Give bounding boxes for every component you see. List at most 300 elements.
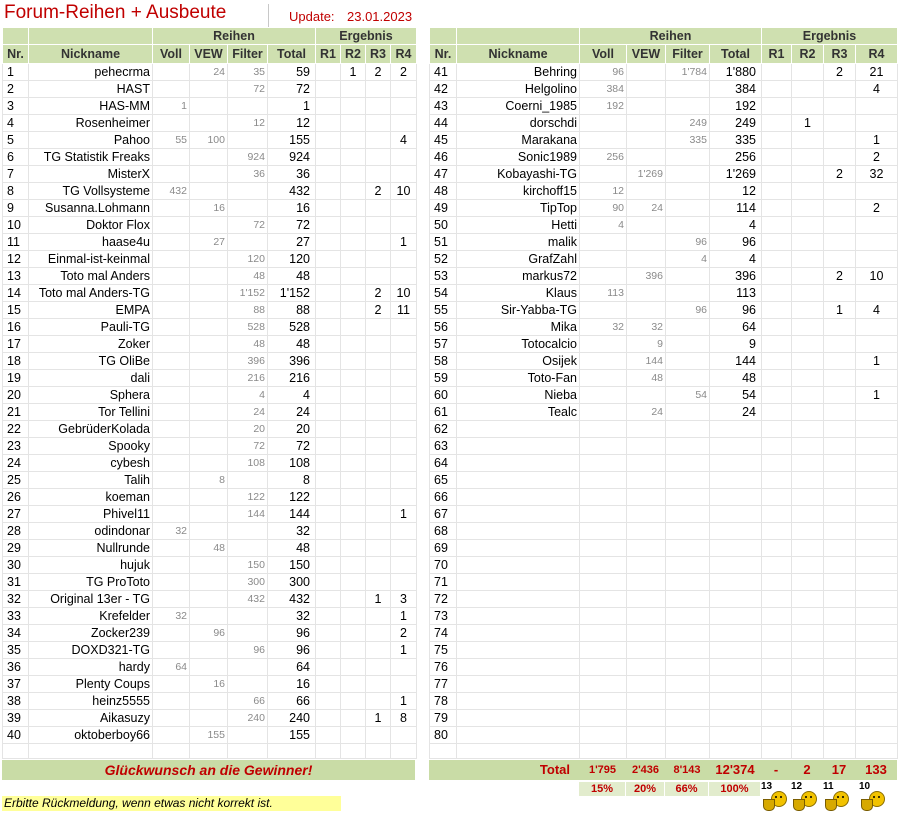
cell-r1 bbox=[762, 234, 792, 251]
cell-nr: 17 bbox=[3, 336, 29, 353]
cell-nr: 27 bbox=[3, 506, 29, 523]
cell-nr: 72 bbox=[430, 591, 457, 608]
cell-r2 bbox=[341, 540, 366, 557]
table-row bbox=[430, 217, 898, 234]
cell-voll bbox=[153, 336, 190, 353]
cell-vew: 48 bbox=[190, 540, 228, 557]
cell-voll bbox=[580, 693, 627, 710]
cell-filter: 4 bbox=[228, 387, 268, 404]
cell-vew bbox=[627, 81, 666, 98]
cell-vew bbox=[190, 659, 228, 676]
table-row bbox=[430, 404, 898, 421]
feedback-note: Erbitte Rückmeldung, wenn etwas nicht korrekt ist. bbox=[2, 796, 341, 811]
table-row bbox=[3, 353, 417, 370]
total-total: 12'374 bbox=[715, 762, 755, 777]
table-row bbox=[430, 132, 898, 149]
cell-total: 66 bbox=[268, 693, 316, 710]
cell-filter: 24 bbox=[228, 404, 268, 421]
cell-voll bbox=[580, 659, 627, 676]
table-row bbox=[430, 676, 898, 693]
cell-filter: 1'152 bbox=[228, 285, 268, 302]
cell-vew bbox=[627, 98, 666, 115]
cell-voll bbox=[153, 217, 190, 234]
cell-vew bbox=[190, 693, 228, 710]
cell-r1 bbox=[316, 98, 341, 115]
cell-total: 240 bbox=[268, 710, 316, 727]
cell-r2 bbox=[792, 676, 824, 693]
table-row bbox=[3, 268, 417, 285]
cell-r1 bbox=[762, 166, 792, 183]
cell-r4 bbox=[391, 659, 417, 676]
cell-voll bbox=[153, 455, 190, 472]
percent-filter: 66% bbox=[665, 782, 708, 796]
cell-r3: 1 bbox=[366, 591, 391, 608]
cell-nick bbox=[457, 591, 580, 608]
header-ergebnis: Ergebnis bbox=[316, 28, 417, 45]
cell-nick: Klaus bbox=[457, 285, 580, 302]
cell-filter bbox=[228, 676, 268, 693]
cell-r2 bbox=[792, 336, 824, 353]
cell-r1 bbox=[316, 268, 341, 285]
cell-r4 bbox=[856, 183, 898, 200]
cell-vew bbox=[627, 608, 666, 625]
table-row bbox=[3, 591, 417, 608]
header-nr: Nr. bbox=[3, 45, 29, 64]
cell-vew: 396 bbox=[627, 268, 666, 285]
cell-nr: 28 bbox=[3, 523, 29, 540]
winner-11-icon bbox=[823, 781, 853, 813]
table-row bbox=[430, 115, 898, 132]
table-row bbox=[3, 472, 417, 489]
cell-total: 113 bbox=[710, 285, 762, 302]
cell-filter: 335 bbox=[666, 132, 710, 149]
header-total: Total bbox=[268, 45, 316, 64]
cell-filter bbox=[228, 472, 268, 489]
cell-r1 bbox=[762, 421, 792, 438]
table-row bbox=[3, 115, 417, 132]
cell-r2 bbox=[341, 387, 366, 404]
cell-voll bbox=[153, 404, 190, 421]
cell-total: 12 bbox=[268, 115, 316, 132]
cell-nick: markus72 bbox=[457, 268, 580, 285]
cell-vew bbox=[190, 183, 228, 200]
cell-r1 bbox=[762, 64, 792, 81]
cell-nr: 69 bbox=[430, 540, 457, 557]
cell-total bbox=[710, 625, 762, 642]
table-row bbox=[430, 353, 898, 370]
cell-r4 bbox=[856, 693, 898, 710]
cell-r4 bbox=[391, 370, 417, 387]
winner-13-icon bbox=[761, 781, 791, 813]
cell-r3 bbox=[366, 693, 391, 710]
cell-nr: 38 bbox=[3, 693, 29, 710]
cell-nick bbox=[457, 693, 580, 710]
table-row bbox=[430, 421, 898, 438]
cell-nick: Hetti bbox=[457, 217, 580, 234]
cell-r3 bbox=[824, 438, 856, 455]
cell-total: 528 bbox=[268, 319, 316, 336]
header-r4: R4 bbox=[856, 45, 898, 64]
cell-r2 bbox=[792, 591, 824, 608]
cell-total: 192 bbox=[710, 98, 762, 115]
cell-r2 bbox=[792, 302, 824, 319]
cell-nick: Behring bbox=[457, 64, 580, 81]
table-row bbox=[430, 710, 898, 727]
badge-label: 11 bbox=[823, 781, 834, 792]
cell-filter bbox=[228, 659, 268, 676]
cell-r1 bbox=[316, 710, 341, 727]
cell-nr: 29 bbox=[3, 540, 29, 557]
total-vew: 2'436 bbox=[631, 764, 660, 776]
cell-filter: 72 bbox=[228, 81, 268, 98]
cell-vew: 48 bbox=[627, 370, 666, 387]
cell-nr: 52 bbox=[430, 251, 457, 268]
cell-nick: Doktor Flox bbox=[29, 217, 153, 234]
cell-vew bbox=[627, 710, 666, 727]
cell-r2 bbox=[341, 608, 366, 625]
cell-r3 bbox=[824, 353, 856, 370]
cell-r1 bbox=[316, 370, 341, 387]
page-title: Forum-Reihen + Ausbeute bbox=[4, 2, 227, 23]
cell-nick: Spooky bbox=[29, 438, 153, 455]
cell-r1 bbox=[316, 64, 341, 81]
cell-vew bbox=[190, 268, 228, 285]
table-row bbox=[3, 540, 417, 557]
cell-nick: Pahoo bbox=[29, 132, 153, 149]
table-row bbox=[3, 132, 417, 149]
cell-r4 bbox=[391, 200, 417, 217]
cell-nr: 9 bbox=[3, 200, 29, 217]
cell-r3 bbox=[366, 421, 391, 438]
table-row bbox=[3, 676, 417, 693]
cell-r2: 1 bbox=[792, 115, 824, 132]
cell-r1 bbox=[316, 591, 341, 608]
cell-nr: 73 bbox=[430, 608, 457, 625]
cell-r1 bbox=[316, 353, 341, 370]
cell-nick: TipTop bbox=[457, 200, 580, 217]
cell-r2 bbox=[341, 421, 366, 438]
cell-r3 bbox=[366, 540, 391, 557]
cell-r2 bbox=[341, 234, 366, 251]
cell-r4: 10 bbox=[856, 268, 898, 285]
cell-r1 bbox=[762, 659, 792, 676]
cell-voll bbox=[580, 353, 627, 370]
cell-vew bbox=[627, 217, 666, 234]
cell-total: 144 bbox=[268, 506, 316, 523]
cell-vew bbox=[190, 608, 228, 625]
cell-nick bbox=[457, 608, 580, 625]
cell-r4: 1 bbox=[391, 234, 417, 251]
cell-vew bbox=[190, 302, 228, 319]
cell-voll bbox=[153, 540, 190, 557]
cell-total: 150 bbox=[268, 557, 316, 574]
cell-r2 bbox=[341, 166, 366, 183]
cell-vew bbox=[190, 642, 228, 659]
cell-filter: 122 bbox=[228, 489, 268, 506]
cell-total: 32 bbox=[268, 608, 316, 625]
cell-voll bbox=[580, 727, 627, 744]
cell-voll bbox=[153, 557, 190, 574]
cell-r4 bbox=[391, 540, 417, 557]
cell-r4 bbox=[856, 319, 898, 336]
cell-vew: 155 bbox=[190, 727, 228, 744]
cell-r2 bbox=[792, 710, 824, 727]
cell-r3: 1 bbox=[366, 710, 391, 727]
cell-nr: 8 bbox=[3, 183, 29, 200]
table-row bbox=[3, 81, 417, 98]
cell-voll bbox=[580, 115, 627, 132]
cell-vew: 16 bbox=[190, 200, 228, 217]
cell-r2 bbox=[792, 183, 824, 200]
cell-r3 bbox=[824, 727, 856, 744]
table-row bbox=[3, 302, 417, 319]
cell-voll bbox=[153, 319, 190, 336]
cell-r1 bbox=[762, 540, 792, 557]
cell-r1 bbox=[762, 200, 792, 217]
cell-r3 bbox=[366, 234, 391, 251]
cell-r3 bbox=[824, 557, 856, 574]
cell-r2 bbox=[792, 98, 824, 115]
cell-voll bbox=[580, 370, 627, 387]
cell-nr: 76 bbox=[430, 659, 457, 676]
cell-voll bbox=[153, 353, 190, 370]
cell-vew bbox=[627, 523, 666, 540]
cell-nick: dorschdi bbox=[457, 115, 580, 132]
cell-r2 bbox=[792, 81, 824, 98]
cell-nick: Einmal-ist-keinmal bbox=[29, 251, 153, 268]
cell-voll bbox=[580, 251, 627, 268]
cell-total: 16 bbox=[268, 676, 316, 693]
cell-filter bbox=[666, 285, 710, 302]
cell-vew bbox=[190, 149, 228, 166]
cell-voll bbox=[153, 591, 190, 608]
table-row bbox=[430, 523, 898, 540]
cell-filter bbox=[666, 81, 710, 98]
cell-nr: 21 bbox=[3, 404, 29, 421]
cell-r2 bbox=[341, 132, 366, 149]
table-row bbox=[430, 574, 898, 591]
cell-total: 256 bbox=[710, 149, 762, 166]
cell-total: 335 bbox=[710, 132, 762, 149]
cell-vew bbox=[190, 251, 228, 268]
cell-r3 bbox=[824, 523, 856, 540]
cell-r3: 2 bbox=[366, 183, 391, 200]
cell-nr: 26 bbox=[3, 489, 29, 506]
cell-vew bbox=[627, 251, 666, 268]
cell-r1 bbox=[316, 132, 341, 149]
cell-r1 bbox=[762, 591, 792, 608]
cell-total bbox=[710, 710, 762, 727]
header-r3: R3 bbox=[824, 45, 856, 64]
cell-r1 bbox=[762, 319, 792, 336]
cell-vew: 24 bbox=[627, 200, 666, 217]
cell-r2 bbox=[792, 404, 824, 421]
cell-r3 bbox=[366, 472, 391, 489]
cell-r3 bbox=[824, 455, 856, 472]
cell-r3 bbox=[824, 285, 856, 302]
cell-filter bbox=[228, 523, 268, 540]
cell-total: 72 bbox=[268, 217, 316, 234]
cell-filter bbox=[666, 574, 710, 591]
cell-total: 24 bbox=[268, 404, 316, 421]
cell-r4 bbox=[391, 115, 417, 132]
cell-nick: heinz5555 bbox=[29, 693, 153, 710]
cell-voll: 1 bbox=[153, 98, 190, 115]
cell-r2 bbox=[341, 98, 366, 115]
cell-r2 bbox=[792, 489, 824, 506]
cell-r2 bbox=[341, 268, 366, 285]
cell-nr: 63 bbox=[430, 438, 457, 455]
cell-nick bbox=[457, 489, 580, 506]
table-row bbox=[430, 489, 898, 506]
cell-r2 bbox=[792, 659, 824, 676]
cell-nick: TG Vollsysteme bbox=[29, 183, 153, 200]
cell-voll bbox=[580, 608, 627, 625]
cell-total bbox=[710, 506, 762, 523]
update-date: 23.01.2023 bbox=[347, 9, 413, 24]
cell-total: 20 bbox=[268, 421, 316, 438]
cell-filter bbox=[666, 489, 710, 506]
cell-total bbox=[710, 438, 762, 455]
cell-nr: 16 bbox=[3, 319, 29, 336]
cell-nr: 19 bbox=[3, 370, 29, 387]
cell-r4: 8 bbox=[391, 710, 417, 727]
cell-r2 bbox=[341, 404, 366, 421]
cell-nick: malik bbox=[457, 234, 580, 251]
cell-filter: 36 bbox=[228, 166, 268, 183]
cell-filter bbox=[666, 591, 710, 608]
cell-r1 bbox=[316, 489, 341, 506]
cell-r2 bbox=[792, 234, 824, 251]
cell-nr: 43 bbox=[430, 98, 457, 115]
cell-r3 bbox=[824, 387, 856, 404]
header-r3: R3 bbox=[366, 45, 391, 64]
cell-r4: 21 bbox=[856, 64, 898, 81]
cell-voll bbox=[153, 302, 190, 319]
cell-nick: haase4u bbox=[29, 234, 153, 251]
cell-nick: koeman bbox=[29, 489, 153, 506]
cell-nick: Pauli-TG bbox=[29, 319, 153, 336]
cell-voll bbox=[153, 676, 190, 693]
cell-filter bbox=[666, 353, 710, 370]
cell-r2 bbox=[341, 574, 366, 591]
table-row bbox=[3, 251, 417, 268]
cell-filter bbox=[666, 98, 710, 115]
cell-vew: 96 bbox=[190, 625, 228, 642]
table-row bbox=[3, 64, 417, 81]
cell-voll bbox=[580, 166, 627, 183]
cell-r4 bbox=[856, 676, 898, 693]
percent-vew: 20% bbox=[626, 782, 664, 796]
cell-r1 bbox=[316, 336, 341, 353]
cell-nr: 18 bbox=[3, 353, 29, 370]
cell-r1 bbox=[762, 676, 792, 693]
cell-voll bbox=[580, 404, 627, 421]
cell-nick: Nullrunde bbox=[29, 540, 153, 557]
cell-r4: 2 bbox=[856, 200, 898, 217]
cell-filter bbox=[666, 404, 710, 421]
cell-total: 122 bbox=[268, 489, 316, 506]
table-row bbox=[3, 710, 417, 727]
cell-r4: 32 bbox=[856, 166, 898, 183]
cell-voll: 32 bbox=[580, 319, 627, 336]
cell-r2 bbox=[792, 727, 824, 744]
cell-vew bbox=[190, 557, 228, 574]
table-row bbox=[430, 387, 898, 404]
cell-r3 bbox=[366, 268, 391, 285]
cell-filter bbox=[666, 370, 710, 387]
cell-nick: hardy bbox=[29, 659, 153, 676]
cell-total: 384 bbox=[710, 81, 762, 98]
cell-filter bbox=[228, 540, 268, 557]
header-nr: Nr. bbox=[430, 45, 457, 64]
cell-filter bbox=[666, 506, 710, 523]
cell-voll bbox=[153, 115, 190, 132]
cell-filter: 249 bbox=[666, 115, 710, 132]
cell-nick: Zoker bbox=[29, 336, 153, 353]
cell-r1 bbox=[762, 506, 792, 523]
cell-r4 bbox=[856, 455, 898, 472]
cell-r2 bbox=[792, 608, 824, 625]
table-row bbox=[430, 659, 898, 676]
header-voll: Voll bbox=[153, 45, 190, 64]
cell-total: 432 bbox=[268, 183, 316, 200]
cell-vew: 8 bbox=[190, 472, 228, 489]
cell-r3: 1 bbox=[824, 302, 856, 319]
cell-filter: 88 bbox=[228, 302, 268, 319]
cell-r4 bbox=[856, 251, 898, 268]
cell-nr: 60 bbox=[430, 387, 457, 404]
cell-vew bbox=[190, 455, 228, 472]
header-reihen: Reihen bbox=[153, 28, 316, 45]
cell-nr: 48 bbox=[430, 183, 457, 200]
header-r1: R1 bbox=[316, 45, 341, 64]
cell-filter: 72 bbox=[228, 217, 268, 234]
cell-filter bbox=[666, 217, 710, 234]
cell-r3: 2 bbox=[824, 268, 856, 285]
cell-r2 bbox=[792, 455, 824, 472]
cell-r4 bbox=[391, 523, 417, 540]
cell-filter: 4 bbox=[666, 251, 710, 268]
cell-r3 bbox=[366, 353, 391, 370]
table-row bbox=[430, 302, 898, 319]
cell-r2 bbox=[792, 523, 824, 540]
cell-r4 bbox=[391, 421, 417, 438]
cell-r2 bbox=[792, 251, 824, 268]
cell-r1 bbox=[316, 693, 341, 710]
cell-r1 bbox=[316, 404, 341, 421]
cell-r2 bbox=[341, 149, 366, 166]
cell-nick: Toto-Fan bbox=[457, 370, 580, 387]
cell-vew bbox=[190, 98, 228, 115]
cell-filter: 240 bbox=[228, 710, 268, 727]
cell-r3: 2 bbox=[824, 166, 856, 183]
cell-nick: DOXD321-TG bbox=[29, 642, 153, 659]
cell-voll bbox=[153, 727, 190, 744]
cell-filter bbox=[228, 727, 268, 744]
cell-r3 bbox=[366, 642, 391, 659]
cell-total: 924 bbox=[268, 149, 316, 166]
cell-r4 bbox=[856, 472, 898, 489]
cell-r1 bbox=[762, 404, 792, 421]
cell-nick: Aikasuzy bbox=[29, 710, 153, 727]
cell-total: 155 bbox=[268, 727, 316, 744]
cell-filter: 924 bbox=[228, 149, 268, 166]
cell-r3 bbox=[366, 455, 391, 472]
congrats-text: Glückwunsch an die Gewinner! bbox=[104, 762, 313, 778]
cell-r1 bbox=[762, 132, 792, 149]
cell-r1 bbox=[316, 625, 341, 642]
